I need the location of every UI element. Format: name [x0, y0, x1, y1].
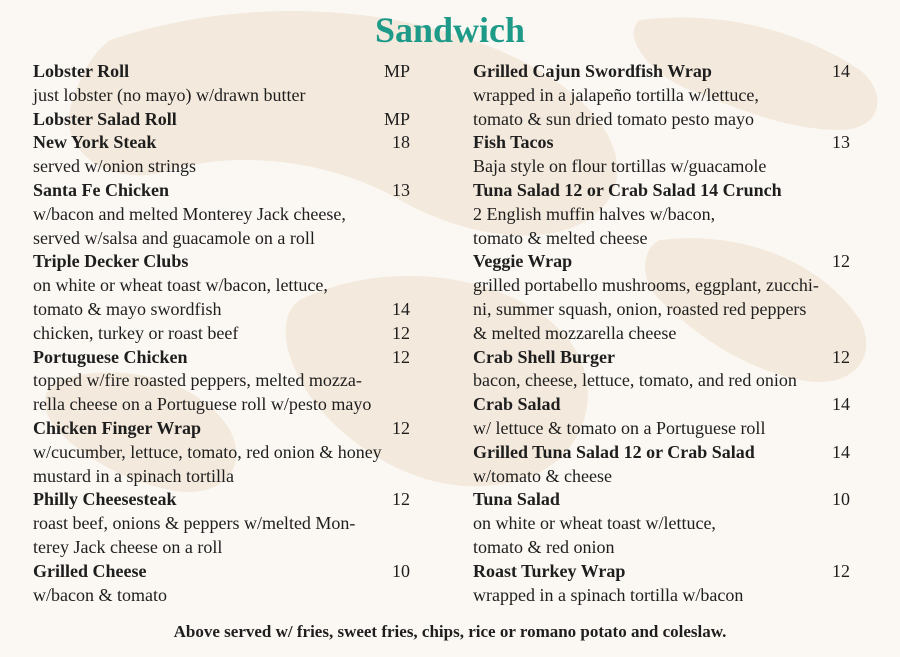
menu-item-option-price: 14: [392, 298, 410, 319]
menu-item-header: [33, 131, 410, 155]
menu-item-description: tomato & red onion: [473, 536, 615, 557]
menu-item-description: served w/salsa and guacamole on a roll: [33, 227, 315, 248]
menu-item-header: [473, 346, 850, 370]
menu-item-header: [473, 441, 850, 465]
menu-item-price: 10: [832, 489, 850, 510]
menu-item-name: Tuna Salad 12 or Crab Salad 14 Crunch: [473, 179, 782, 200]
menu-item-option-price: 12: [392, 322, 410, 343]
menu-item-price: 12: [392, 417, 410, 438]
left-column: [33, 60, 410, 607]
menu-item-description: Baja style on flour tortillas w/guacamole: [473, 156, 767, 177]
menu-item-price: 18: [392, 132, 410, 153]
menu-item-price: 13: [832, 132, 850, 153]
menu-item-header: [33, 488, 410, 512]
menu-item-price: 12: [832, 560, 850, 581]
menu-item-description: tomato & melted cheese: [473, 227, 648, 248]
menu-item-price: MP: [383, 61, 410, 81]
menu-title: Sandwich: [374, 10, 526, 50]
menu-item-description: mustard in a spinach tortilla: [33, 465, 234, 486]
menu-item: [33, 417, 410, 488]
menu-item-header: [473, 393, 850, 417]
menu-item: [33, 131, 410, 179]
menu-item: [473, 346, 850, 394]
menu-item-description: w/cucumber, lettuce, tomato, red onion & honey: [33, 441, 382, 462]
menu-item: [473, 393, 850, 441]
menu-item-header: [473, 488, 850, 512]
menu-item-header: [33, 560, 410, 584]
menu-item: [473, 488, 850, 559]
menu-item: [33, 560, 410, 608]
menu-item: [33, 179, 410, 250]
menu-item-name: Tuna Salad: [473, 489, 560, 510]
menu-item: [473, 131, 850, 179]
menu-item-header: [33, 108, 410, 132]
menu-item-name: Veggie Wrap: [473, 251, 573, 272]
menu-item-description: w/tomato & cheese: [473, 465, 612, 486]
menu-item-description: topped w/fire roasted peppers, melted mozza-: [33, 370, 362, 391]
menu-item-description: wrapped in a spinach tortilla w/bacon: [473, 584, 744, 605]
menu-item-header: [33, 179, 410, 203]
menu-item-description: 2 English muffin halves w/bacon,: [473, 203, 716, 224]
menu-item-description: roast beef, onions & peppers w/melted Mon-: [33, 513, 356, 534]
menu-item-option: [33, 322, 410, 346]
menu-item: [473, 250, 850, 345]
menu-item-description: tomato & sun dried tomato pesto mayo: [473, 108, 754, 129]
menu-item-name: Grilled Tuna Salad 12 or Crab Salad: [473, 441, 755, 462]
menu-item-name: Portuguese Chicken: [33, 346, 188, 367]
menu-item-description: & melted mozzarella cheese: [473, 322, 677, 343]
menu-item-description: bacon, cheese, lettuce, tomato, and red onion: [473, 370, 797, 391]
menu-item-header: [473, 60, 850, 84]
menu-item-name: Triple Decker Clubs: [33, 251, 189, 272]
menu-item-header: [33, 417, 410, 441]
menu-item-name: Fish Tacos: [473, 132, 554, 153]
menu-item-price: 12: [832, 346, 850, 367]
menu-item-description: terey Jack cheese on a roll: [33, 536, 223, 557]
menu-item-header: [33, 250, 410, 274]
menu-item-name: Crab Shell Burger: [473, 346, 615, 367]
menu-item-option-text: chicken, turkey or roast beef: [33, 322, 239, 343]
menu-item-description: wrapped in a jalapeño tortilla w/lettuce,: [473, 84, 759, 105]
menu-item: [473, 441, 850, 489]
menu-item-name: Lobster Roll: [33, 61, 130, 81]
menu-item-price: 14: [832, 394, 850, 415]
right-column: [473, 60, 850, 607]
menu-item-header: [473, 179, 850, 203]
menu-item: [473, 179, 850, 250]
menu-item-header: [473, 560, 850, 584]
menu-item-header: [33, 346, 410, 370]
menu-item-description: ni, summer squash, onion, roasted red peppers: [473, 298, 807, 319]
menu-item: [33, 60, 410, 108]
footer-note: Above served w/ fries, sweet fries, chips, rice or romano potato and coleslaw.: [173, 622, 727, 641]
menu-item-name: Crab Salad: [473, 394, 561, 415]
menu-item-name: Grilled Cheese: [33, 560, 147, 581]
menu-item-name: Santa Fe Chicken: [33, 179, 170, 200]
menu-item-price: 12: [392, 489, 410, 510]
menu-item-description: served w/onion strings: [33, 156, 196, 177]
menu-item-price: 14: [832, 441, 850, 462]
menu-item-price: 12: [392, 346, 410, 367]
menu-item-name: Chicken Finger Wrap: [33, 417, 202, 438]
menu-item-price: 12: [832, 251, 850, 272]
menu-item-name: Roast Turkey Wrap: [473, 560, 626, 581]
menu-item-description: on white or wheat toast w/lettuce,: [473, 513, 716, 534]
menu-item-name: Philly Cheesesteak: [33, 489, 177, 510]
menu-item-description: w/bacon and melted Monterey Jack cheese,: [33, 203, 346, 224]
menu-item-header: [473, 250, 850, 274]
menu-item: [33, 250, 410, 345]
menu-item-description: grilled portabello mushrooms, eggplant, zucchi-: [473, 275, 819, 296]
menu-item: [33, 108, 410, 132]
menu-item-description: w/bacon & tomato: [33, 584, 167, 605]
menu-item-option-text: tomato & mayo swordfish: [33, 298, 222, 319]
menu-item-price: 13: [392, 179, 410, 200]
menu-item-name: Lobster Salad Roll: [33, 108, 177, 129]
menu-item-header: [473, 131, 850, 155]
menu-item-name: Grilled Cajun Swordfish Wrap: [473, 61, 712, 81]
menu-item-description: on white or wheat toast w/bacon, lettuce,: [33, 275, 328, 296]
menu-item-description: just lobster (no mayo) w/drawn butter: [33, 84, 306, 105]
menu-item: [33, 346, 410, 417]
menu-item-name: New York Steak: [33, 132, 157, 153]
menu-item: [473, 560, 850, 608]
menu-item: [33, 488, 410, 559]
menu-item-description: rella cheese on a Portuguese roll w/pesto mayo: [33, 394, 372, 415]
menu-item-option: [33, 298, 410, 322]
menu-item-price: 10: [392, 560, 410, 581]
menu-item-description: w/ lettuce & tomato on a Portuguese roll: [473, 417, 766, 438]
menu-item-header: [33, 60, 410, 84]
menu-item-price: MP: [383, 108, 410, 129]
menu-item: [473, 60, 850, 131]
menu-item-price: 14: [832, 61, 850, 81]
